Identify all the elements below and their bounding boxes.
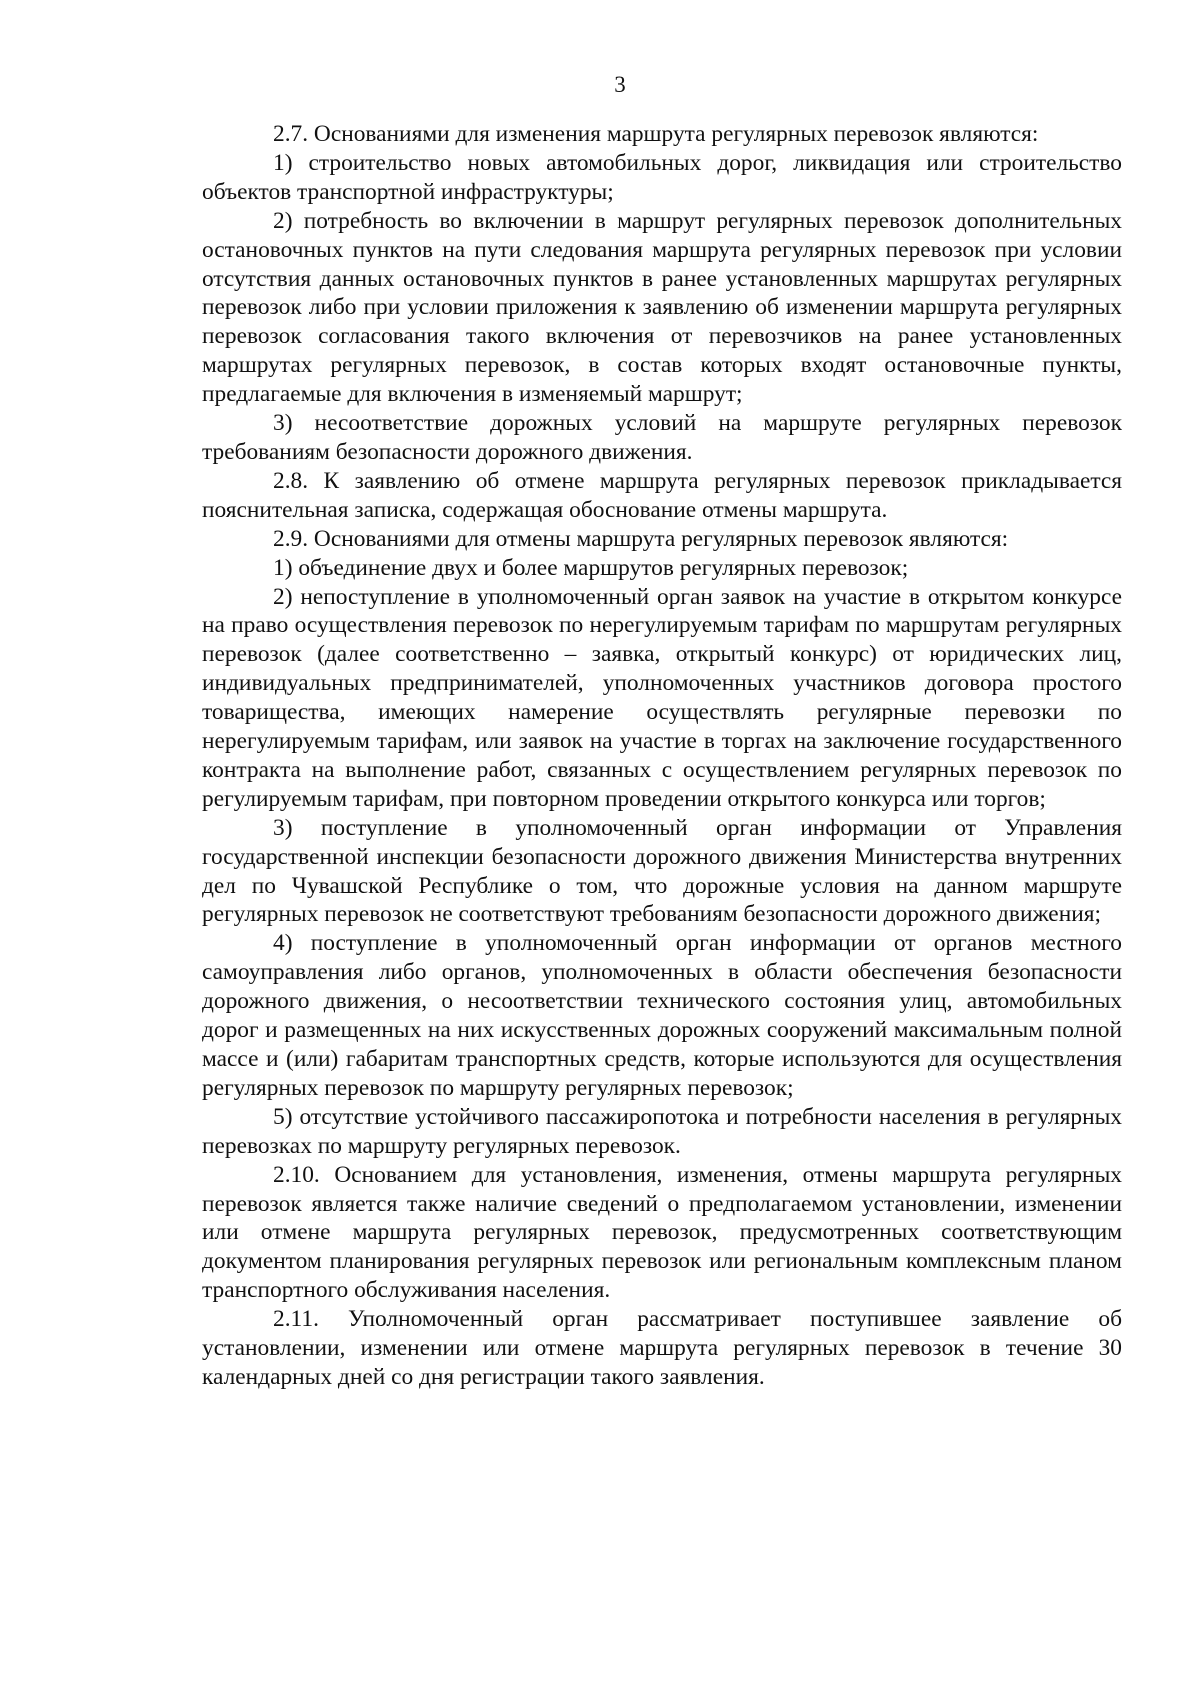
paragraph-2-9-item-4: 4) поступление в уполномоченный орган информации от органов местного самоуправления либо органов, уполномоченных в области обеспечения безопасности дорожного движения, о несоответствии технического состояния улиц, автомобильных дорог и размещенных на них искусственных дорожных сооружений максимальным полной массе и (или) габаритам транспортных средств, которые используются для осуществления регулярных перевозок по маршруту регулярных перевозок; <box>202 930 1122 1101</box>
paragraph-2-11: 2.11. Уполномоченный орган рассматривает поступившее заявление об установлении, изменении или отмене маршрута регулярных перевозок в течение 30 календарных дней со дня регистрации такого заявления. <box>202 1306 1122 1390</box>
paragraph-2-7-item-3: 3) несоответствие дорожных условий на маршруте регулярных перевозок требованиям безопасности дорожного движения. <box>202 410 1122 465</box>
paragraph-2-9: 2.9. Основаниями для отмены маршрута регулярных перевозок являются: <box>273 525 1009 552</box>
paragraph-2-9-item-2: 2) непоступление в уполномоченный орган заявок на участие в открытом конкурсе на право осуществления перевозок по нерегулируемым тарифам по маршрутам регулярных перевозок (далее соответственно – заявка, открытый конкурс) от юридических лиц, индивидуальных предпринимателей, уполномоченных участников договора простого товарищества, имеющих намерение осуществлять регулярные перевозки по нерегулируемым тарифам, или заявок на участие в торгах на заключение государственного контракта на выполнение работ, связанных с осуществлением регулярных перевозок по регулируемым тарифам, при повторном проведении открытого конкурса или торгов; <box>202 583 1122 812</box>
paragraph-2-7-item-2: 2) потребность во включении в маршрут регулярных перевозок дополнительных остановочных пунктов на пути следования маршрута регулярных перевозок при условии отсутствия данных остановочных пунктов в ранее установленных маршрутах регулярных перевозок либо при условии приложения к заявлению об изменении маршрута регулярных перевозок согласования такого включения от перевозчиков на ранее установленных маршрутах регулярных перевозок, в состав которых входят остановочные пункты, предлагаемые для включения в изменяемый маршрут; <box>202 207 1122 408</box>
paragraph-2-7: 2.7. Основаниями для изменения маршрута регулярных перевозок являются: <box>273 121 1039 147</box>
paragraph-2-9-item-1: 1) объединение двух и более маршрутов регулярных перевозок; <box>273 554 909 581</box>
document-body <box>202 120 1122 1392</box>
paragraph-2-8: 2.8. К заявлению об отмене маршрута регулярных перевозок прикладывается пояснительная записка, содержащая обоснование отмены маршрута. <box>202 467 1122 523</box>
paragraph-2-10: 2.10. Основанием для установления, изменения, отмены маршрута регулярных перевозок является также наличие сведений о предполагаемом установлении, изменении или отмене маршрута регулярных перевозок, предусмотренных соответствующим документом планирования регулярных перевозок или региональным комплексным планом транспортного обслуживания населения. <box>202 1161 1122 1304</box>
paragraph-2-9-item-5: 5) отсутствие устойчивого пассажиропотока и потребности населения в регулярных перевозках по маршруту регулярных перевозок. <box>202 1103 1122 1159</box>
page-number: 3 <box>614 72 626 97</box>
paragraph-2-7-item-1: 1) строительство новых автомобильных дорог, ликвидация или строительство объектов транспортной инфраструктуры; <box>202 149 1122 205</box>
paragraph-2-9-item-3: 3) поступление в уполномоченный орган информации от Управления государственной инспекции безопасности дорожного движения Министерства внутренних дел по Чувашской Республике о том, что дорожные условия на данном маршруте регулярных перевозок не соответствуют требованиям безопасности дорожного движения; <box>202 814 1122 928</box>
